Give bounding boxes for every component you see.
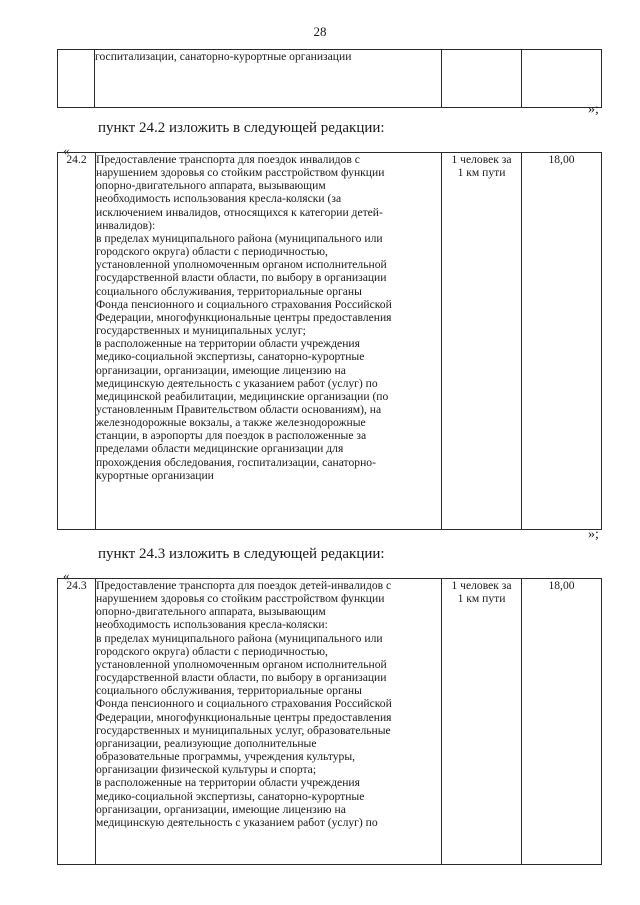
closing-quote: »; (588, 527, 599, 542)
description-line: опорно-двигательного аппарата, вызывающим (96, 179, 326, 193)
description-line: Предоставление транспорта для поездок детей-инвалидов с (96, 579, 392, 592)
description-line: опорно-двигательного аппарата, вызывающим (96, 605, 326, 619)
description-line: государственной власти области, по выбору в организации (96, 271, 387, 285)
description-line: городского округа) области с периодичностью, (96, 644, 328, 658)
unit-cell (442, 579, 522, 865)
description-line: медико-социальной экспертизы, санаторно-курортные (96, 789, 365, 803)
description-line: Федерации, многофункциональные центры предоставления (96, 310, 392, 324)
description-line: прохождения обследования, госпитализации, санаторно- (96, 455, 376, 469)
description-line: городского округа) области с периодичностью, (96, 245, 328, 259)
item-number-cell: 24.3 (58, 579, 96, 865)
opening-quote: « (63, 143, 70, 158)
description-line: организации, организации, имеющие лицензию на (96, 802, 346, 816)
unit-line: 1 человек за (451, 153, 512, 166)
description-line: нарушением здоровья со стойким расстройством функции (96, 166, 385, 180)
description-line: Предоставление транспорта для поездок инвалидов с (96, 153, 360, 166)
description-line: Фонда пенсионного и социального страхования Российской (96, 297, 392, 311)
description-line: государственной власти области, по выбору в организации (96, 671, 387, 685)
unit-cell (442, 153, 522, 530)
page-number: 28 (313, 24, 327, 39)
description-line: медицинскую деятельность с указанием работ (услуг) по (96, 815, 378, 829)
unit-line: 1 км пути (457, 592, 506, 606)
continuation-table (57, 49, 602, 108)
description-line: социального обслуживания, территориальные органы (96, 284, 362, 298)
opening-quote: « (63, 568, 70, 583)
description-line: необходимость использования кресла-коляски: (96, 618, 328, 632)
item-description-cell (96, 153, 442, 530)
description-line: исключением инвалидов, относящихся к категории детей- (96, 205, 383, 219)
item-number-cell: 24.2 (58, 153, 96, 530)
description-line: медицинской реабилитации, медицинские организации (по (96, 389, 389, 403)
description-line: установленной уполномоченным органом исполнительной (96, 258, 387, 272)
description-line: нарушением здоровья со стойким расстройством функции (96, 592, 385, 606)
description-line: госпитализации, санаторно-курортные организации (95, 50, 352, 63)
description-line: образовательные программы, учреждения культуры, (96, 750, 356, 764)
table-row (58, 50, 602, 108)
description-line: станции, в аэропорты для поездок в расположенные за (96, 429, 367, 443)
description-line: инвалидов): (96, 218, 156, 232)
tariff-table-24-3 (57, 578, 602, 865)
item-number-cell (58, 50, 95, 108)
description-line: медицинскую деятельность с указанием работ (услуг) по (96, 376, 378, 390)
description-line: в пределах муниципального района (муниципального или (96, 631, 383, 645)
item-description-cell (96, 579, 442, 865)
closing-quote: »; (588, 102, 599, 117)
description-line: социального обслуживания, территориальные органы (96, 684, 362, 698)
price-cell: 18,00 (522, 153, 602, 530)
unit-line: 1 км пути (457, 166, 506, 180)
description-line: Федерации, многофункциональные центры предоставления (96, 710, 392, 724)
description-line: пределами области медицинские организации для (96, 442, 344, 456)
section-instruction: пункт 24.3 изложить в следующей редакции: (98, 546, 385, 562)
description-line: курортные организации (96, 468, 214, 482)
item-description-cell (95, 50, 442, 108)
unit-cell (442, 50, 522, 108)
description-line: установленным Правительством области основаниям), на (96, 402, 382, 416)
description-line: государственных и муниципальных услуг, образовательные (96, 723, 391, 737)
unit-line: 1 человек за (451, 579, 512, 592)
table-row (58, 153, 602, 530)
table-row (58, 579, 602, 865)
description-line: железнодорожные вокзалы, а также железнодорожные (96, 416, 366, 430)
description-line: установленной уполномоченным органом исполнительной (96, 657, 387, 671)
price-cell: 18,00 (522, 579, 602, 865)
description-line: государственных и муниципальных услуг; (96, 324, 306, 338)
description-line: организации физической культуры и спорта; (96, 763, 317, 777)
description-line: в пределах муниципального района (муниципального или (96, 231, 383, 245)
description-line: Фонда пенсионного и социального страхования Российской (96, 697, 392, 711)
price-cell (522, 50, 602, 108)
description-line: организации, организации, имеющие лицензию на (96, 363, 346, 377)
description-line: в расположенные на территории области учреждения (96, 337, 360, 351)
description-line: необходимость использования кресла-коляски (за (96, 192, 342, 206)
tariff-table-24-2 (57, 152, 602, 530)
description-line: организации, реализующие дополнительные (96, 736, 317, 750)
description-line: в расположенные на территории области учреждения (96, 776, 360, 790)
description-line: медико-социальной экспертизы, санаторно-курортные (96, 350, 365, 364)
section-instruction: пункт 24.2 изложить в следующей редакции: (98, 120, 385, 136)
